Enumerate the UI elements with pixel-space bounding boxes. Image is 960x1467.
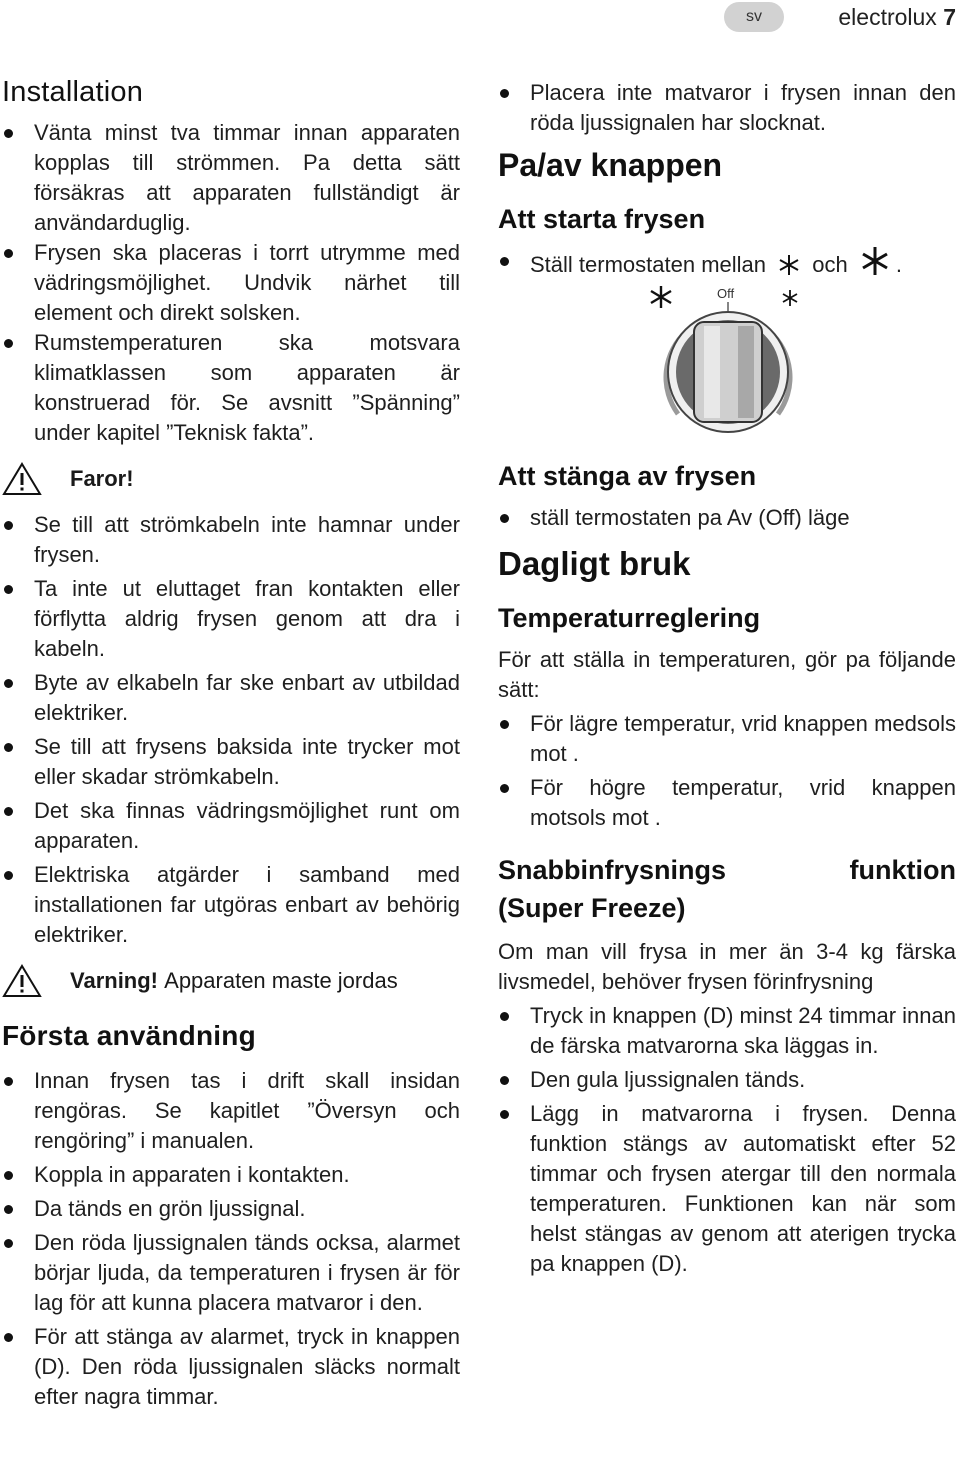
top-list	[498, 78, 956, 138]
list-item: Vänta minst tva timmar innan apparaten kopplas till strömmen. Pa detta sätt försäkras att apparaten fullständigt är användarduglig.	[2, 118, 460, 238]
list-item: Lägg in matvarorna i frysen. Denna funktion stängs av automatiskt efter 52 timmar och frysen atergar till den normala temperaturen. Funktionen kan när som helst stängas av genom att aterigen trycka pa knappen (D).	[498, 1099, 956, 1279]
page-header	[0, 0, 960, 40]
superfreeze-title-left: Snabbinfrysnings	[498, 855, 727, 885]
warning-label: Varning!	[70, 968, 159, 993]
list-item	[498, 246, 956, 280]
first-use-heading: Första användning	[2, 1020, 256, 1051]
start-text-mid: och	[812, 252, 848, 277]
start-text-pre: Ställ termostaten mellan	[530, 252, 766, 277]
superfreeze-title-right: funktion	[849, 855, 956, 885]
snowflake-small-icon	[783, 290, 797, 306]
list-item: Elektriska atgärder i samband med installationen far utgöras enbart av behörig elektriker.	[2, 860, 460, 950]
stop-heading: Att stänga av frysen	[498, 461, 757, 491]
list-item: För att stänga av alarmet, tryck in knappen (D). Den röda ljussignalen släcks normalt efter nagra timmar.	[2, 1322, 460, 1412]
list-item: Den röda ljussignalen tänds ocksa, alarmet börjar ljuda, da temperaturen i frysen är för lag för att kunna placera matvaror i den.	[2, 1228, 460, 1318]
list-item: Koppla in apparaten i kontakten.	[2, 1160, 460, 1190]
list-item: Tryck in knappen (D) minst 24 timmar innan de färska matvarorna ska läggas in.	[498, 1001, 956, 1061]
warning-text: Apparaten maste jordas	[164, 968, 398, 993]
thermostat-dial-illustration	[648, 284, 808, 434]
list-item: Byte av elkabeln far ske enbart av utbildad elektriker.	[2, 668, 460, 728]
first-use-list	[2, 1066, 460, 1412]
superfreeze-heading	[498, 851, 956, 889]
superfreeze-intro: Om man vill frysa in mer än 3-4 kg färska livsmedel, behöver frysen förinfrysning	[498, 939, 956, 994]
list-item: Frysen ska placeras i torrt utrymme med vädringsmöjlighet. Undvik närhet till element och direkt solsken.	[2, 238, 460, 328]
language-badge: sv	[724, 2, 784, 32]
list-item: Se till att strömkabeln inte hamnar under frysen.	[2, 510, 460, 570]
list-item: Innan frysen tas i drift skall insidan rengöras. Se kapitlet ”Översyn och rengöring” i manualen.	[2, 1066, 460, 1156]
list-item: Rumstemperaturen ska motsvara klimatklassen som apparaten är konstruerad för. Se avsnitt ”Spänning” under kapitel ”Teknisk fakta”.	[2, 328, 460, 448]
left-column	[2, 72, 460, 1412]
snowflake-small-icon	[778, 254, 800, 276]
warning-notice	[2, 964, 460, 998]
temperature-intro: För att ställa in temperaturen, gör pa följande sätt:	[498, 647, 956, 702]
brand-and-page	[838, 2, 956, 32]
list-item: Ta inte ut eluttaget fran kontakten eller förflytta aldrig frysen genom att dra i kabeln.	[2, 574, 460, 664]
caution-notice	[2, 462, 460, 496]
list-item: Da tänds en grön ljussignal.	[2, 1194, 460, 1224]
start-heading: Att starta frysen	[498, 204, 706, 234]
list-item: ställ termostaten pa Av (Off) läge	[498, 503, 956, 533]
dial-off-label: Off	[717, 286, 735, 301]
caution-label: Faror!	[70, 466, 134, 491]
list-item: Det ska finnas vädringsmöjlighet runt om apparaten.	[2, 796, 460, 856]
start-text-post: .	[895, 252, 902, 277]
temperature-heading: Temperaturreglering	[498, 603, 761, 633]
brand-name: electrolux	[838, 4, 937, 30]
temperature-list	[498, 709, 956, 833]
caution-list	[2, 510, 460, 950]
warning-triangle-icon	[2, 964, 42, 998]
installation-heading: Installation	[2, 76, 144, 108]
list-item: För högre temperatur, vrid knappen motsols mot .	[498, 773, 956, 833]
superfreeze-list	[498, 1001, 956, 1279]
superfreeze-title-line2: (Super Freeze)	[498, 893, 686, 923]
snowflake-large-icon	[651, 286, 671, 308]
list-item: Placera inte matvaror i frysen innan den röda ljussignalen har slocknat.	[498, 78, 956, 138]
right-column	[498, 78, 956, 1279]
list-item: Den gula ljussignalen tänds.	[498, 1065, 956, 1095]
page-number: 7	[943, 4, 956, 30]
list-item: För lägre temperatur, vrid knappen medsols mot .	[498, 709, 956, 769]
daily-use-heading: Dagligt bruk	[498, 545, 691, 582]
onoff-heading: Pa/av knappen	[498, 147, 723, 183]
warning-triangle-icon	[2, 462, 42, 496]
snowflake-large-icon	[860, 246, 890, 276]
stop-list	[498, 503, 956, 533]
list-item: Se till att frysens baksida inte trycker mot eller skadar strömkabeln.	[2, 732, 460, 792]
installation-list	[2, 118, 460, 448]
start-list	[498, 246, 956, 280]
